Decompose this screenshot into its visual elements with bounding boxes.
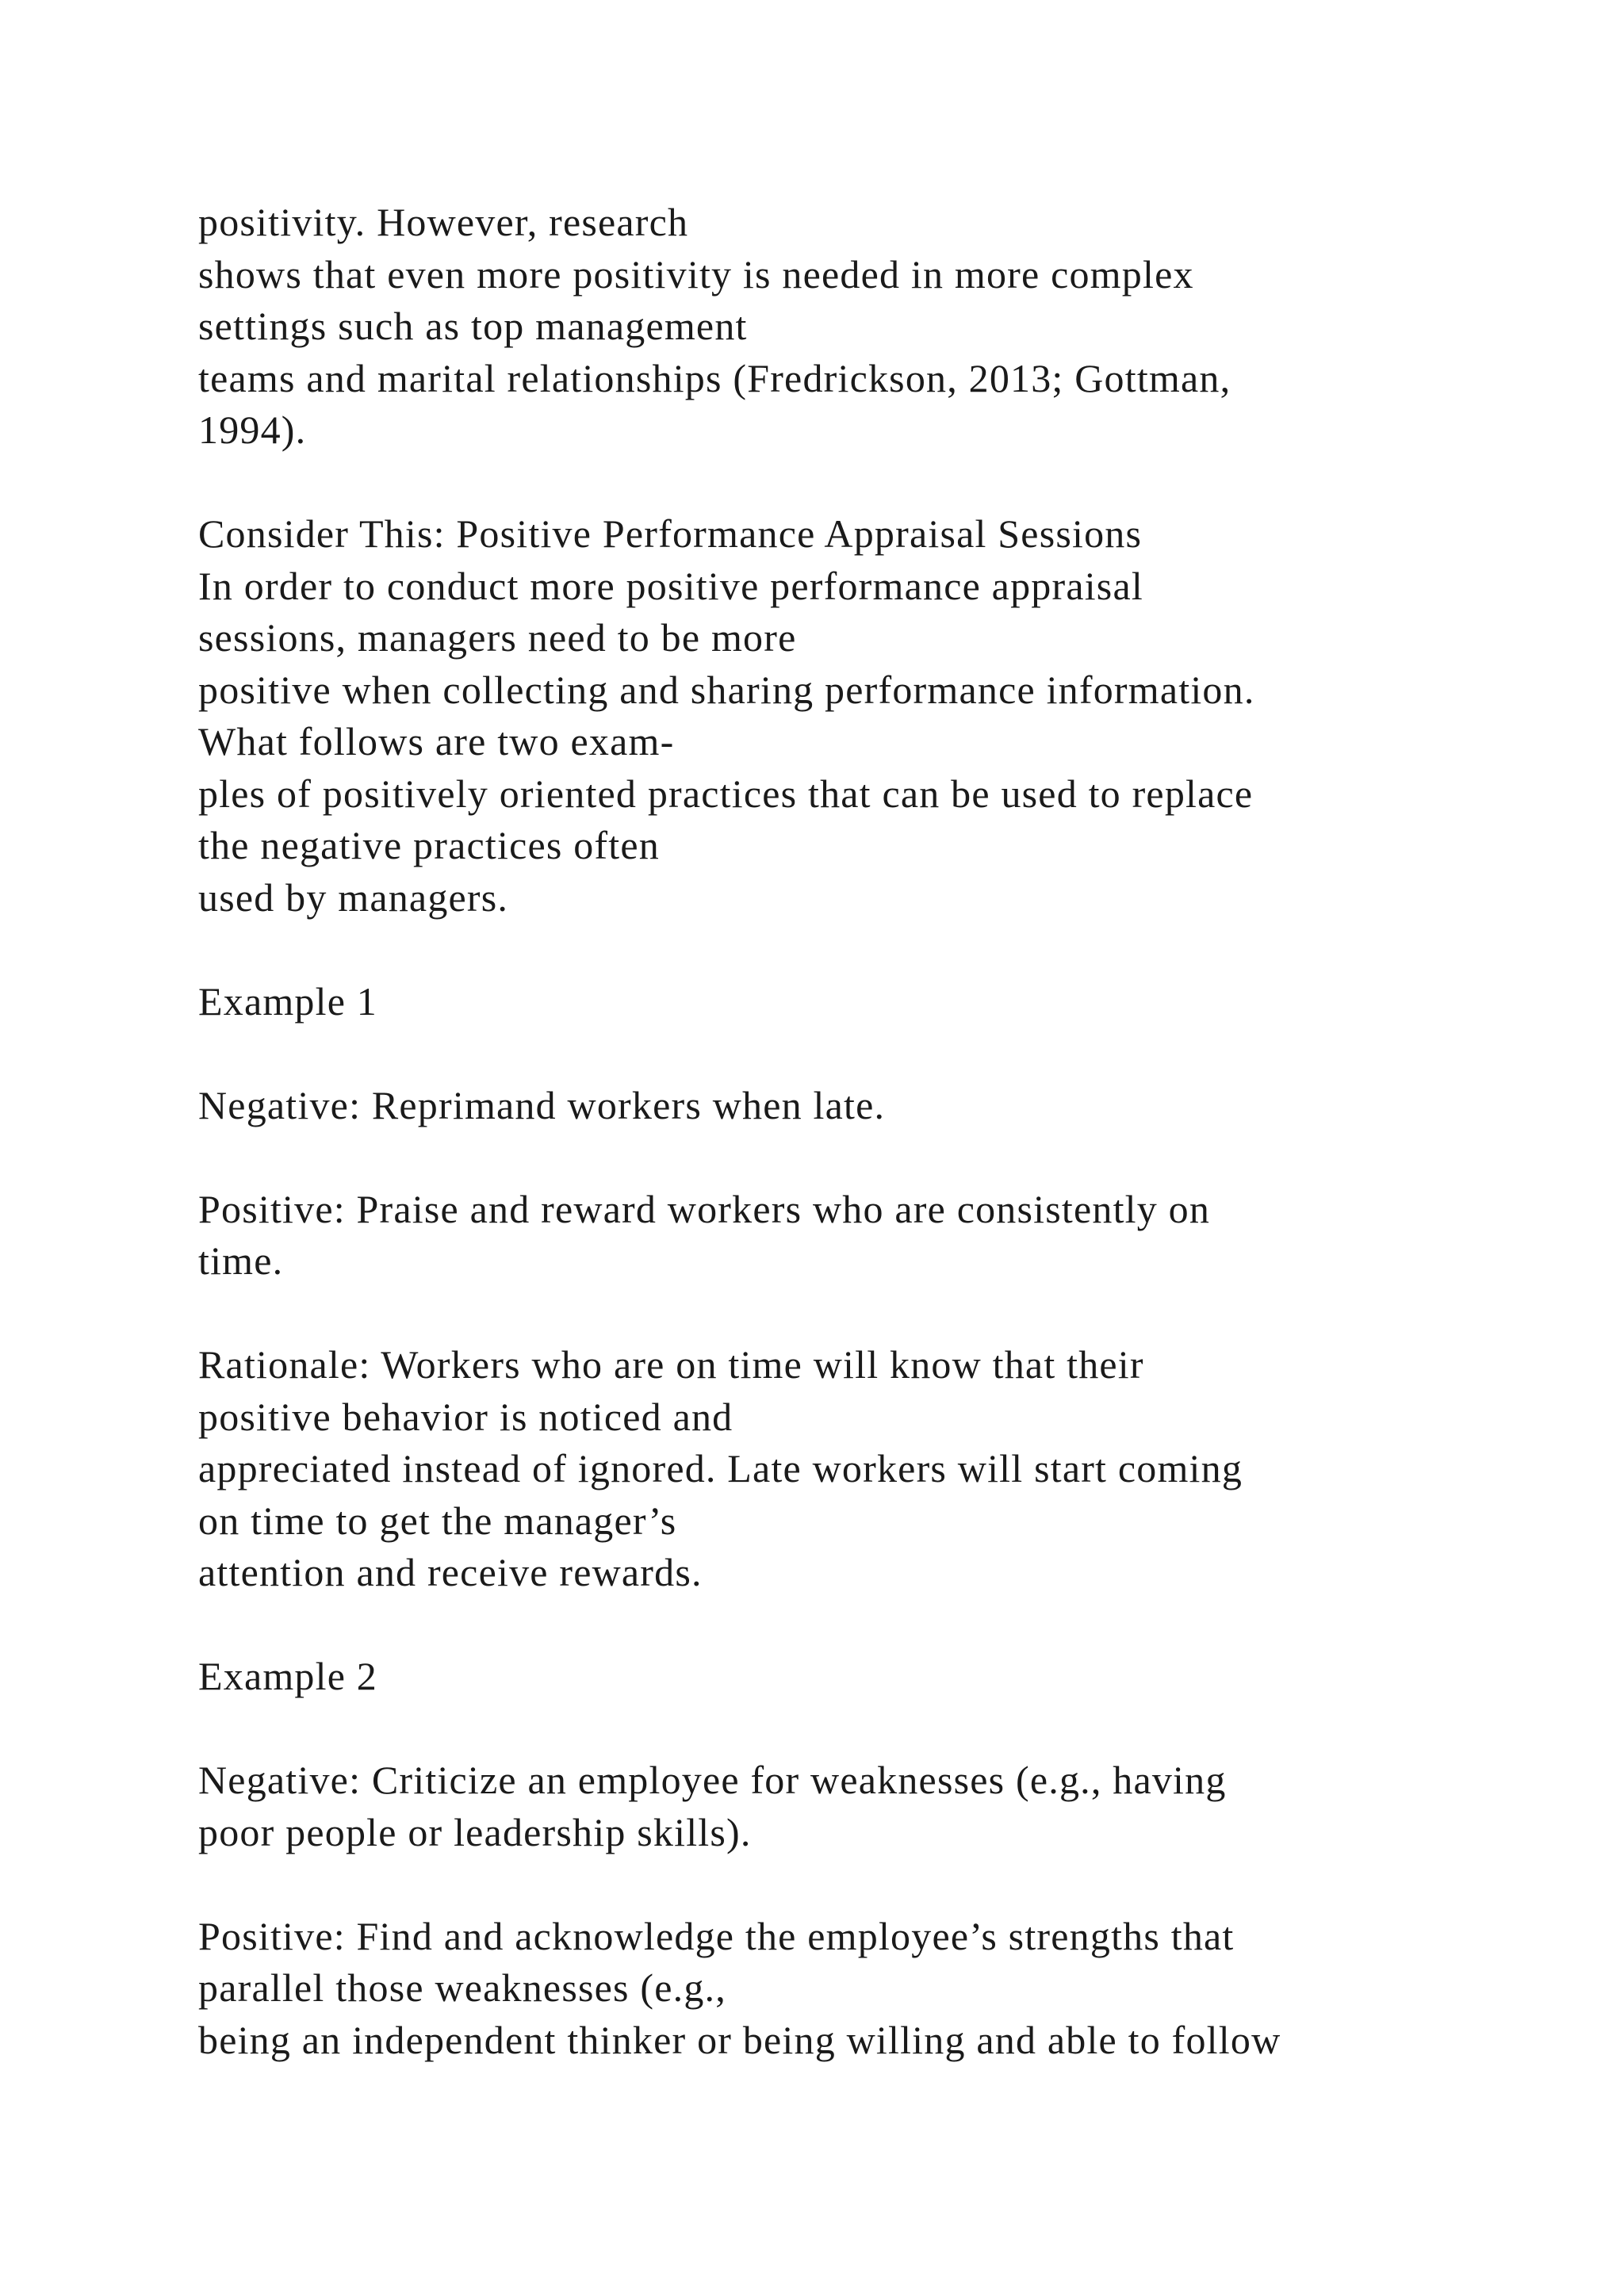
document-page [198,197,1546,2066]
text-line: parallel those weaknesses (e.g., [198,1965,726,2010]
blank-line [198,1288,1546,1340]
text-line: positive when collecting and sharing performance information. [198,667,1255,712]
blank-line [198,1027,1546,1080]
section-heading: Consider This: Positive Performance Appraisal Sessions [198,511,1143,556]
text-line: settings such as top management [198,304,748,348]
text-line: positivity. However, research [198,200,689,244]
text-line: time. [198,1238,284,1283]
text-line: positive behavior is noticed and [198,1394,733,1439]
text-line: attention and receive rewards. [198,1550,703,1594]
text-line: sessions, managers need to be more [198,615,797,660]
text-line: shows that even more positivity is needed in more complex [198,251,1194,297]
text-line: Negative: Criticize an employee for weaknesses (e.g., having [198,1758,1227,1802]
blank-line [198,924,1546,976]
blank-line [198,1599,1546,1651]
text-line: Positive: Praise and reward workers who are consistently on [198,1186,1211,1231]
text-line: teams and marital relationships (Fredrickson, 2013; Gottman, [198,355,1231,400]
text-line: the negative practices often [198,823,660,867]
blank-line [198,1131,1546,1184]
text-line: being an independent thinker or being willing and able to follow [198,2017,1281,2062]
text-line: appreciated instead of ignored. Late workers will start coming [198,1446,1243,1490]
blank-line [198,457,1546,509]
text-line: Negative: Reprimand workers when late. [198,1082,886,1127]
text-line: Positive: Find and acknowledge the employee’s strengths that [198,1913,1235,1958]
text-line: Rationale: Workers who are on time will know that their [198,1342,1144,1387]
blank-line [198,1858,1546,1911]
example-heading: Example 2 [198,1654,378,1698]
text-line: ples of positively oriented practices that can be used to replace [198,771,1254,816]
blank-line [198,1703,1546,1755]
text-line: What follows are two exam- [198,719,675,763]
text-line: used by managers. [198,874,509,920]
text-line: In order to conduct more positive performance appraisal [198,563,1143,608]
text-line: on time to get the manager’s [198,1498,677,1543]
example-heading: Example 1 [198,978,378,1024]
text-line: 1994). [198,408,307,452]
text-line: poor people or leadership skills). [198,1809,752,1854]
